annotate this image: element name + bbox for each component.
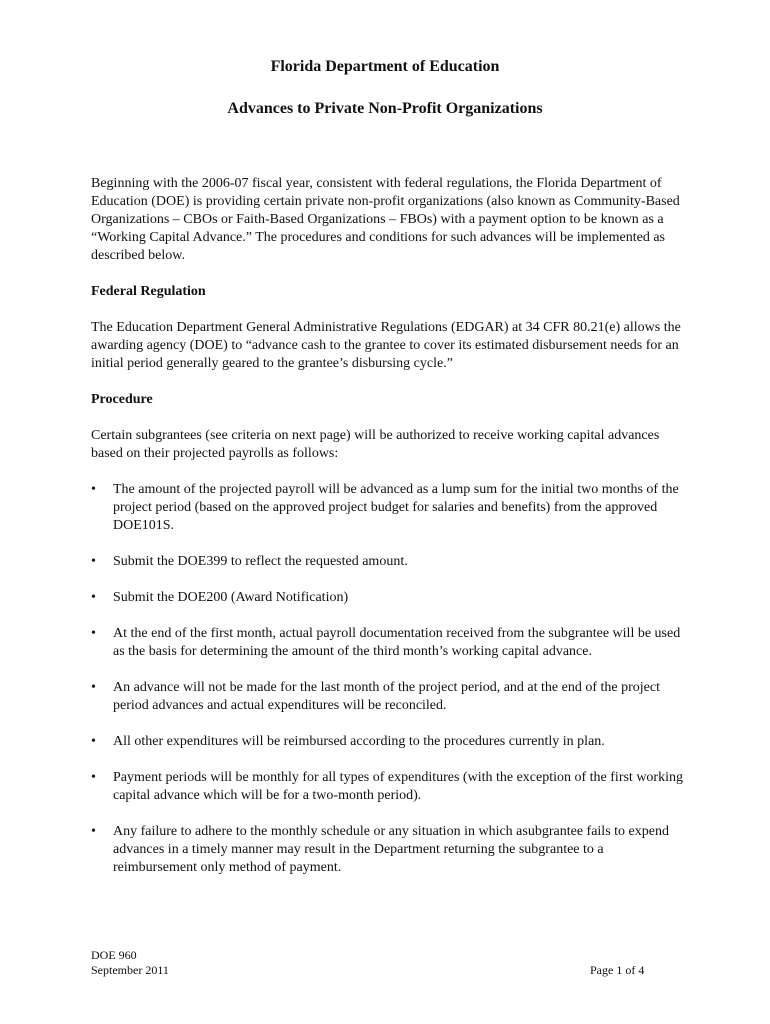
document-body — [91, 175, 691, 895]
footer-date: September 2011 — [91, 963, 169, 977]
bullet-icon: • — [91, 554, 96, 569]
footer-form-number: DOE 960 — [91, 948, 137, 962]
procedure-bullet-list — [91, 481, 691, 877]
bullet-icon: • — [91, 770, 96, 785]
bullet-icon: • — [91, 680, 96, 695]
bullet-icon: • — [91, 482, 96, 497]
list-item — [91, 733, 691, 751]
list-item-text: The amount of the projected payroll will be advanced as a lump sum for the initial two months of the project period (based on the approved project budget for salaries and benefits) from the approved DOE101S. — [113, 482, 679, 533]
bullet-icon: • — [91, 824, 96, 839]
list-item — [91, 481, 691, 535]
list-item-text: An advance will not be made for the last month of the project period, and at the end of the project period advances and actual expenditures will be reconciled. — [113, 680, 660, 713]
procedure-intro-paragraph: Certain subgrantees (see criteria on next page) will be authorized to receive working capital advances based on their projected payrolls as follows: — [91, 428, 660, 461]
list-item — [91, 625, 691, 661]
list-item-text: Submit the DOE399 to reflect the requested amount. — [113, 554, 408, 569]
list-item-text: Payment periods will be monthly for all types of expenditures (with the exception of the first working capital advance which will be for a two-month period). — [113, 770, 683, 803]
list-item-text: Submit the DOE200 (Award Notification) — [113, 590, 349, 605]
list-item — [91, 823, 691, 877]
page-subtitle: Advances to Private Non-Profit Organizations — [227, 100, 543, 117]
procedure-heading: Procedure — [91, 392, 153, 407]
list-item — [91, 679, 691, 715]
list-item-text: At the end of the first month, actual payroll documentation received from the subgrantee will be used as the basis for determining the amount of the third month’s working capital advance. — [113, 626, 681, 659]
federal-regulation-heading: Federal Regulation — [91, 284, 206, 299]
bullet-icon: • — [91, 734, 96, 749]
intro-paragraph: Beginning with the 2006-07 fiscal year, consistent with federal regulations, the Florida Department of Education (DOE) is providing certain private non-profit organizations (also known as Community-Based Organizations – CBOs or Faith-Based Organizations – FBOs) with a payment option to be known as a “Working Capital Advance.” The procedures and conditions for such advances will be implemented as described below. — [91, 176, 680, 263]
bullet-icon: • — [91, 626, 96, 641]
bullet-icon: • — [91, 590, 96, 605]
page-title: Florida Department of Education — [270, 58, 500, 75]
footer-page-number: Page 1 of 4 — [590, 963, 645, 977]
list-item — [91, 553, 691, 571]
footer-form-info — [91, 948, 169, 978]
federal-regulation-paragraph: The Education Department General Administrative Regulations (EDGAR) at 34 CFR 80.21(e) allows the awarding agency (DOE) to “advance cash to the grantee to cover its estimated disbursement needs for an initial period generally geared to the grantee’s disbursing cycle.” — [91, 320, 681, 371]
list-item — [91, 769, 691, 805]
list-item — [91, 589, 691, 607]
list-item-text: All other expenditures will be reimbursed according to the procedures currently in plan. — [113, 734, 605, 749]
list-item-text: Any failure to adhere to the monthly schedule or any situation in which asubgrantee fails to expend advances in a timely manner may result in the Department returning the subgrantee to a reimbursement only method of payment. — [113, 824, 669, 875]
